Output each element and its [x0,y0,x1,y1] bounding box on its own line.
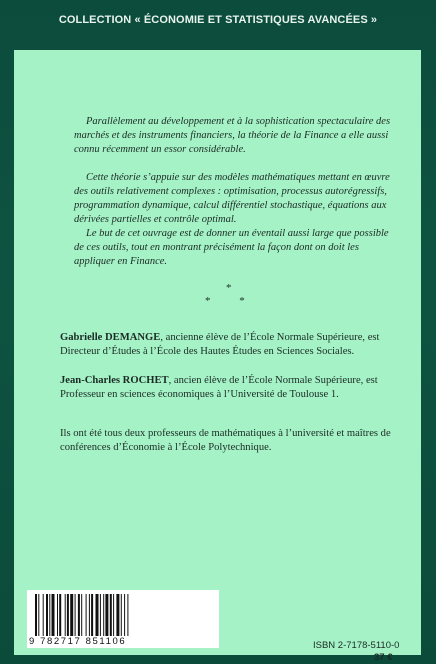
authors-joint-bio: Ils ont été tous deux professeurs de mathématiques à l’université et maîtres de conférences d’Économie à l’École Polytechnique. [60,428,391,453]
author-text-demange: , ancienne élève de l’École Normale Supérieure, est Directeur d’Études à l’École des Hautes Études en Sciences Sociales. [60,332,380,357]
author-name-demange: Gabrielle DEMANGE [60,332,161,343]
intro-paragraph-1: Parallèlement au développement et à la sophistication spectaculaire des marchés et des instruments financiers, la théorie de la Finance a elle aussi connu récemment un essor considérable. [74,116,391,155]
collection-title: COLLECTION « ÉCONOMIE ET STATISTIQUES AVANCÉES » [58,14,378,26]
barcode-bars [35,594,213,636]
intro-paragraph-3: Le but de cet ouvrage est de donner un éventail aussi large que possible de ces outils, tout en montrant précisément la façon dont on doit les appliquer en Finance. [74,228,389,267]
separator-star-top: * [226,282,232,294]
barcode-digits: 9 782717 851106 [29,636,127,647]
author-text-rochet: , ancien élève de l’École Normale Supérieure, est Professeur en sciences économiques à l’Université de Toulouse 1. [60,375,378,400]
barcode [27,590,219,648]
isbn: ISBN 2-7178-5110-0 [313,640,400,651]
author-bio-rochet [60,374,412,402]
price: 37 € [374,652,393,663]
author-name-rochet: Jean-Charles ROCHET [60,375,169,386]
intro-paragraph-2: Cette théorie s’appuie sur des modèles mathématiques mettant en œuvre des outils relativement complexes : optimisation, processus autorégressifs, programmation dynamique, calcul différentiel stochastique, équations aux dérivées partielles et contrôle optimal. [74,172,390,225]
separator-star-bottom: * * [205,295,258,307]
author-bio-demange [60,331,412,359]
